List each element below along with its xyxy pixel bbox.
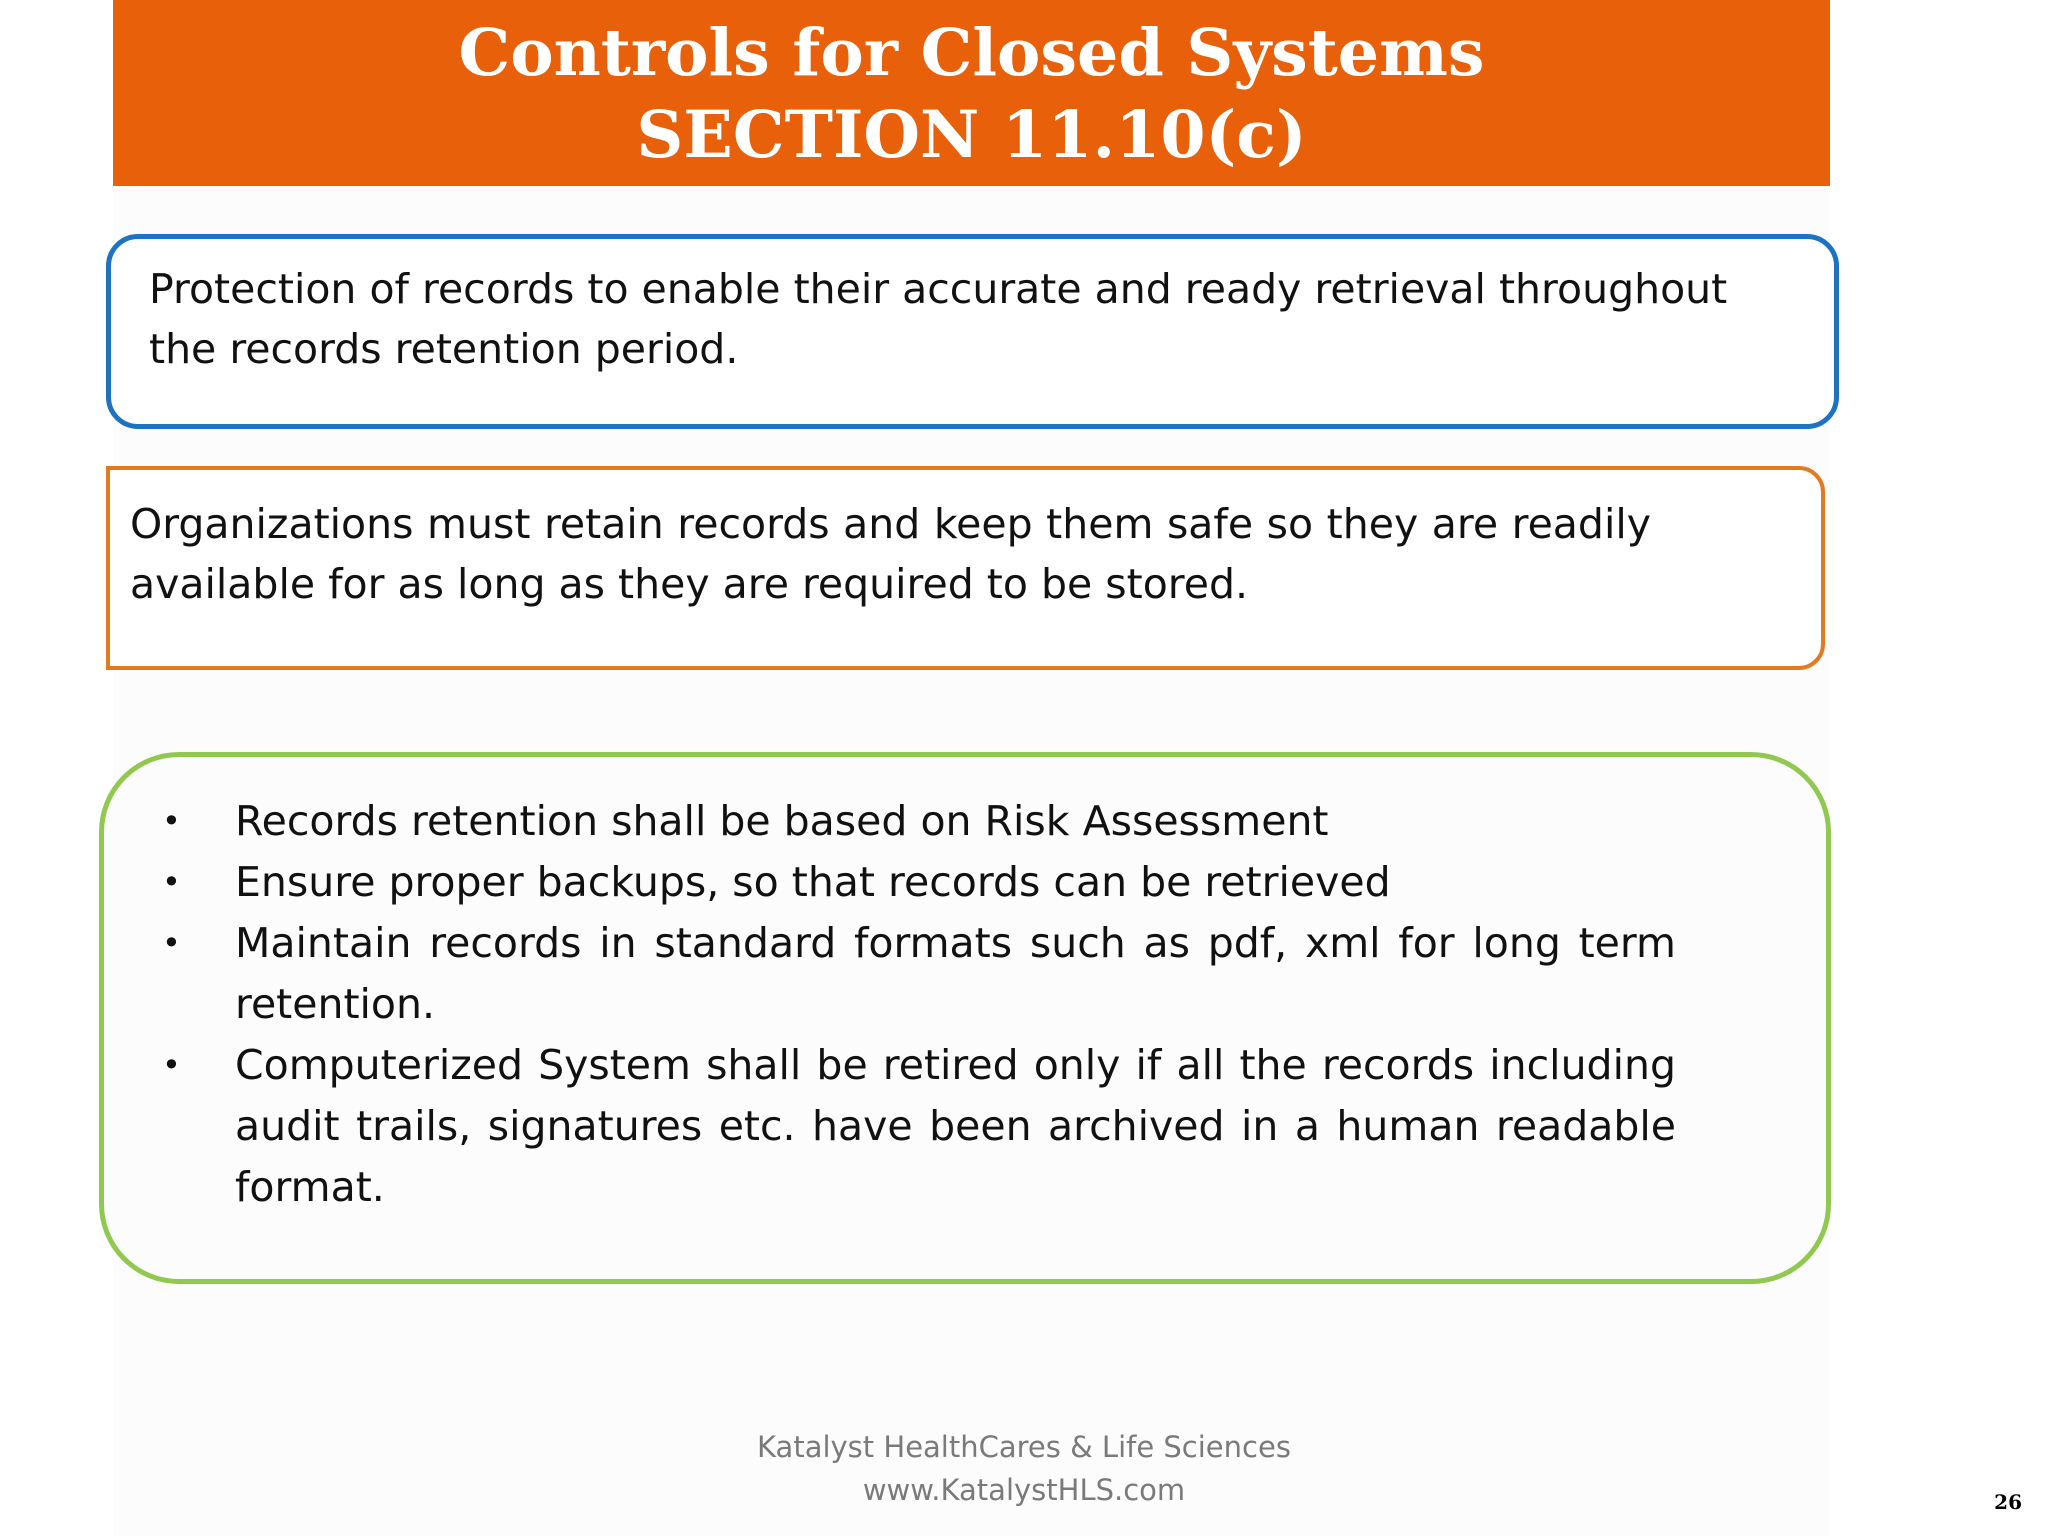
list-item-text: Maintain records in standard formats such as pdf, xml for long term retention. [235, 919, 1676, 1028]
footer-website: www.KatalystHLS.com [862, 1473, 1186, 1507]
list-item-text: Computerized System shall be retired only if all the records including audit trails, signatures etc. have been archived in a human readable format. [235, 1041, 1676, 1211]
list-item [162, 791, 1676, 852]
bullet-icon: • [162, 802, 181, 840]
retention-box [106, 466, 1825, 670]
list-item [162, 1035, 1676, 1218]
slide-title: Controls for Closed Systems [458, 15, 1485, 91]
retention-text: Organizations must retain records and keep them safe so they are readily available for as long as they are required to be stored. [130, 500, 1651, 608]
title-banner [113, 0, 1830, 186]
guidelines-box [99, 752, 1831, 1284]
bullet-icon: • [162, 924, 181, 962]
protection-text: Protection of records to enable their accurate and ready retrieval throughout the records retention period. [149, 265, 1728, 373]
slide-section: SECTION 11.10(c) [636, 97, 1307, 173]
list-item [162, 852, 1676, 913]
bullet-icon: • [162, 1046, 181, 1084]
page-number: 26 [1994, 1490, 2022, 1514]
protection-box [106, 234, 1839, 429]
list-item [162, 913, 1676, 1035]
bullet-icon: • [162, 863, 181, 901]
list-item-text: Ensure proper backups, so that records can be retrieved [235, 858, 1391, 906]
guidelines-list [162, 791, 1676, 1218]
footer-company: Katalyst HealthCares & Life Sciences [757, 1430, 1291, 1464]
list-item-text: Records retention shall be based on Risk Assessment [235, 797, 1329, 845]
